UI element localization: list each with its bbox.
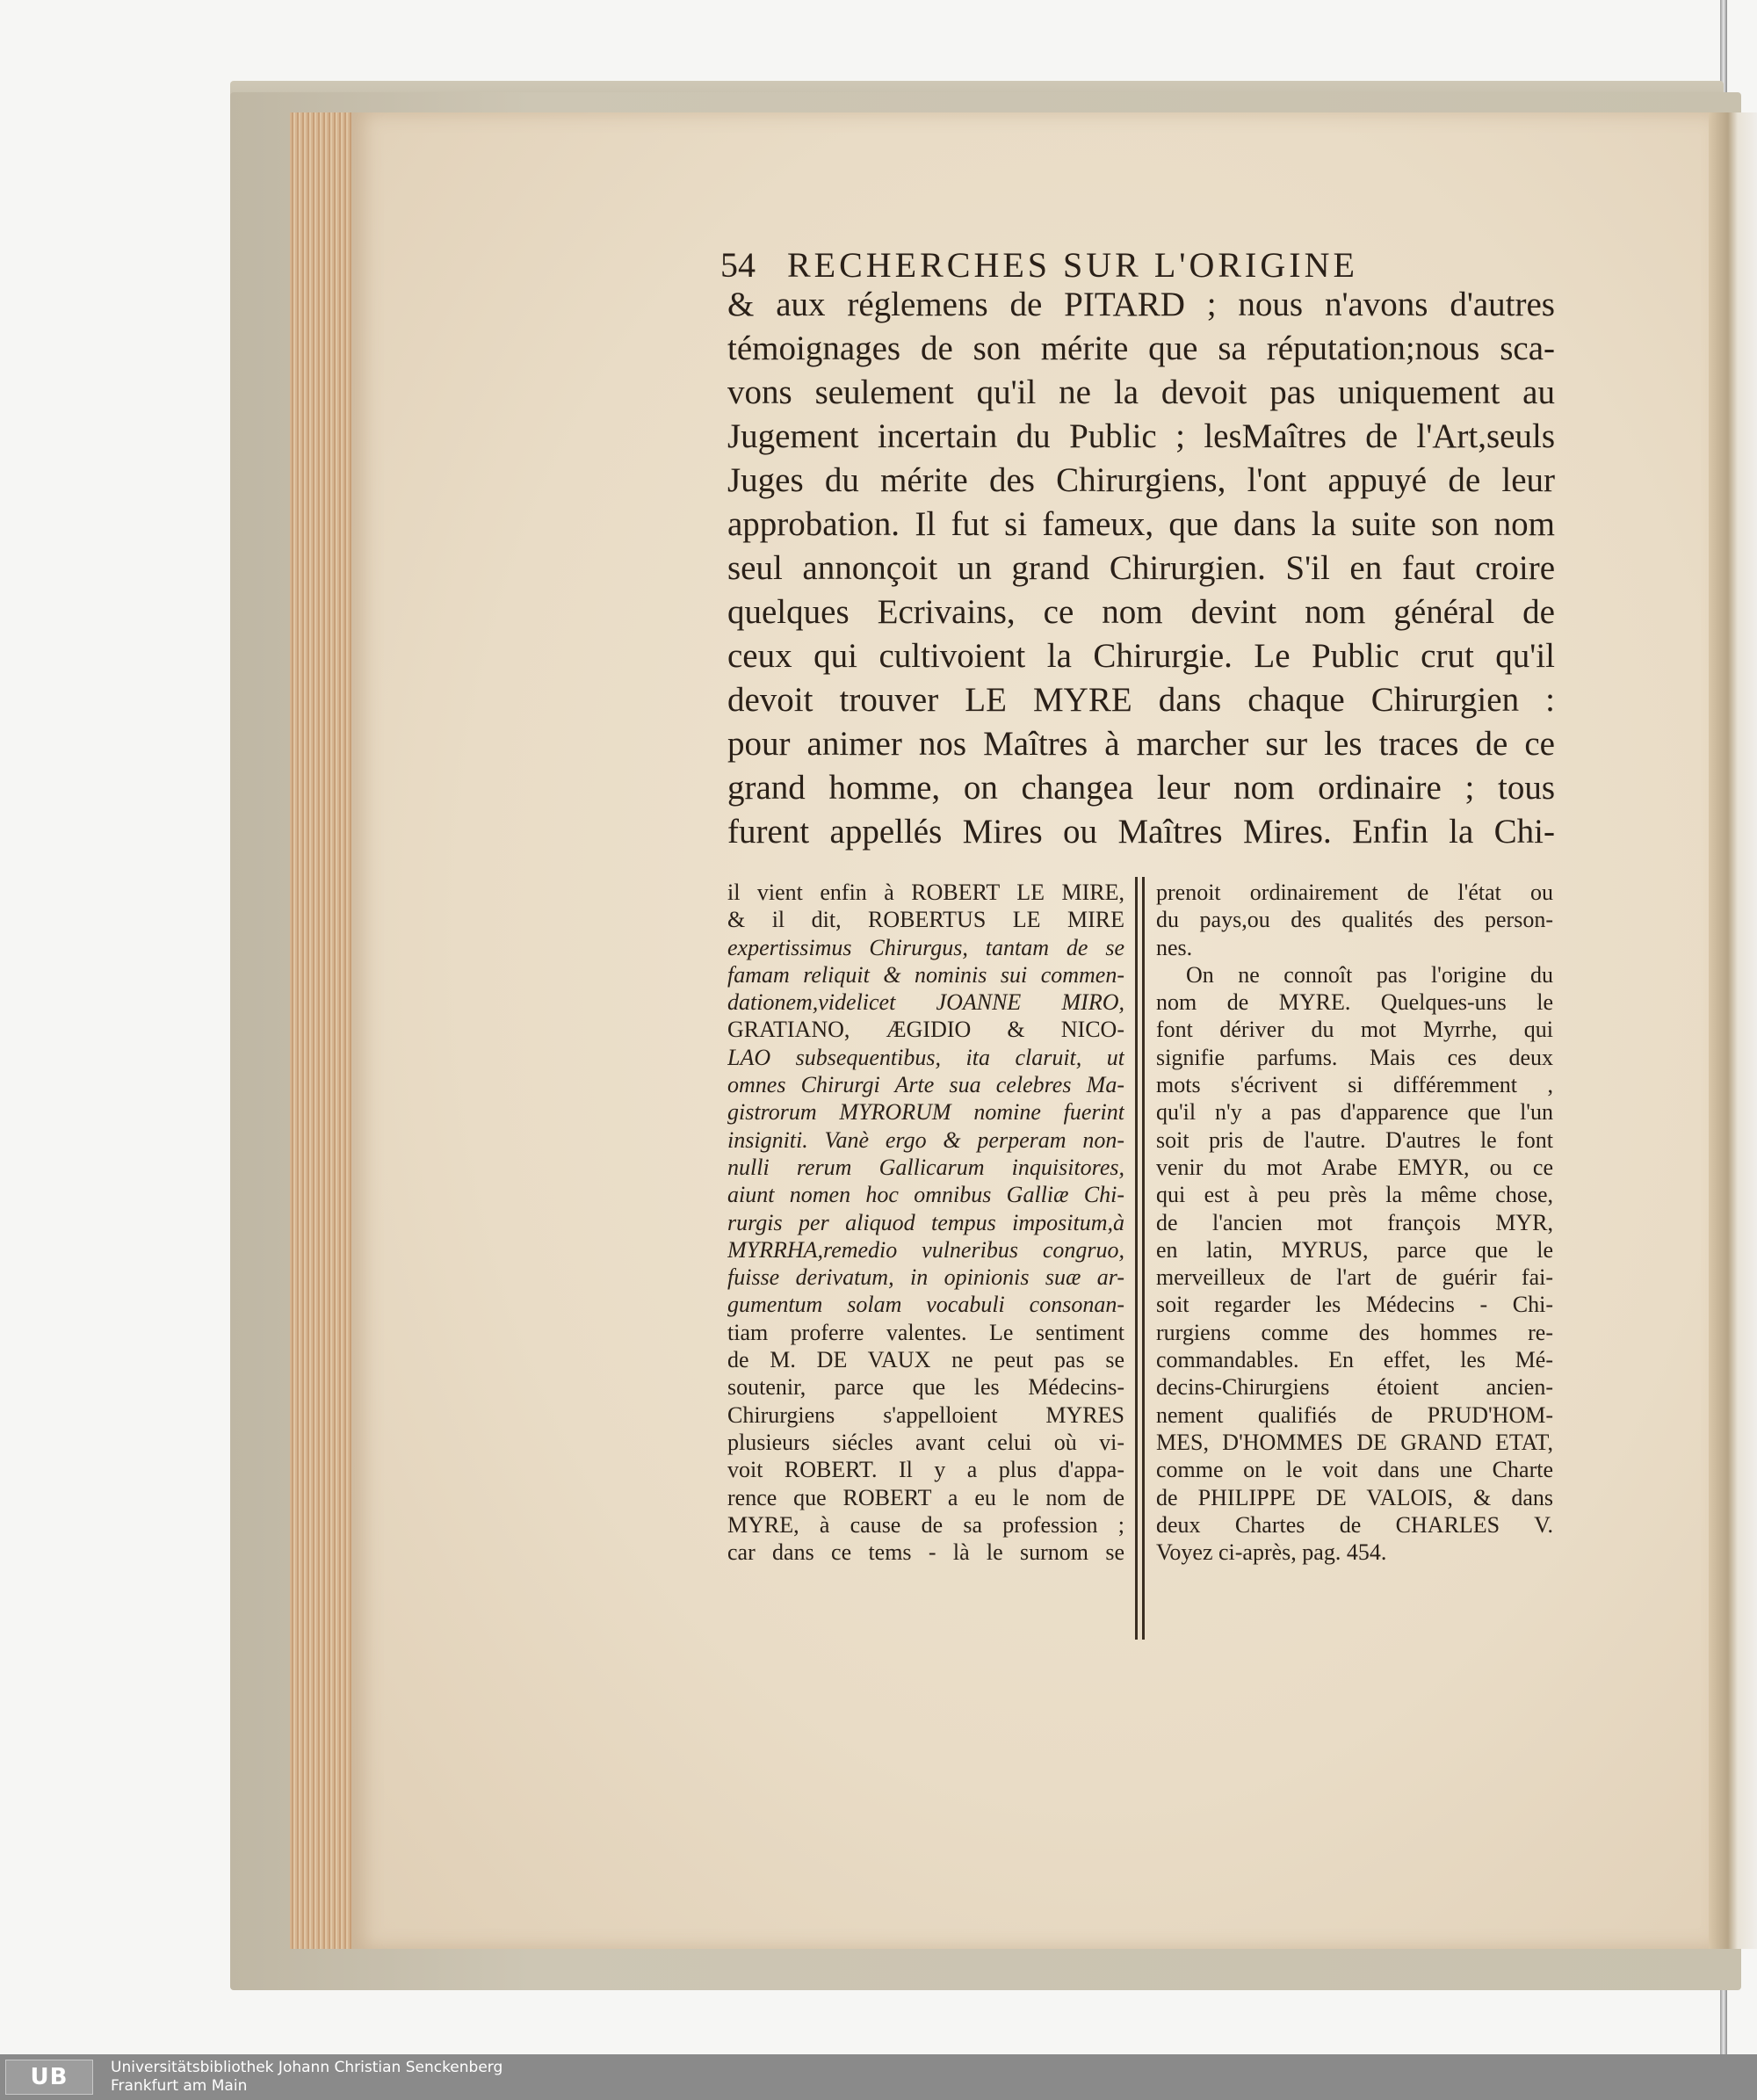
main-text-line: Juges du mérite des Chirurgiens, l'ont appuyé de leur: [727, 461, 1555, 499]
footnote-line: plusieurs siécles avant celui où vi-: [727, 1429, 1124, 1455]
footnote-line: On ne connoît pas l'origine du: [1186, 961, 1553, 988]
footnote-line: en latin, MYRUS, parce que le: [1156, 1236, 1553, 1263]
page-edges: [290, 112, 360, 1949]
footnote-right-column: [1156, 879, 1553, 1566]
footnote-line: font dériver du mot Myrrhe, qui: [1156, 1017, 1553, 1043]
footnote-line: signifie parfums. Mais ces deux: [1156, 1044, 1553, 1070]
book-spine: [1709, 112, 1757, 1949]
main-text-line: quelques Ecrivains, ce nom devint nom général de: [727, 593, 1555, 631]
ub-logo[interactable]: UB: [5, 2060, 93, 2095]
main-text-line: grand homme, on changea leur nom ordinaire ; tous: [727, 769, 1555, 807]
footnote-line: omnes Chirurgi Arte sua celebres Ma-: [727, 1072, 1124, 1098]
footnote-line: soutenir, parce que les Médecins-: [727, 1374, 1124, 1401]
main-text-line: devoit trouver LE MYRE dans chaque Chirurgien :: [727, 681, 1555, 719]
main-text-line: & aux réglemens de PITARD ; nous n'avons d'autres: [727, 286, 1555, 323]
footnote-line: rurgiens comme des hommes re-: [1156, 1319, 1553, 1345]
main-text-line: Jugement incertain du Public ; lesMaîtres de l'Art,seuls: [727, 417, 1555, 455]
main-text-line: vons seulement qu'il ne la devoit pas uniquement au: [727, 373, 1555, 411]
footnote-line: aiunt nomen hoc omnibus Galliæ Chi-: [727, 1182, 1124, 1208]
main-text-line: furent appellés Mires ou Maîtres Mires. Enfin la Chi-: [727, 813, 1555, 851]
column-rule: [1135, 877, 1138, 1640]
main-text-line: ceux qui cultivoient la Chirurgie. Le Public crut qu'il: [727, 637, 1555, 675]
footnote-line: de PHILIPPE DE VALOIS, & dans: [1156, 1484, 1553, 1510]
footnote-line: famam reliquit & nominis sui commen-: [727, 961, 1124, 988]
footnote-line: soit regarder les Médecins - Chi-: [1156, 1292, 1553, 1318]
footnote-line: nement qualifiés de PRUD'HOM-: [1156, 1401, 1553, 1428]
column-rule: [1142, 877, 1145, 1640]
footnote-line: fuisse derivatum, in opinionis suæ ar-: [727, 1264, 1124, 1291]
footnote-line: Voyez ci-après, pag. 454.: [1156, 1539, 1387, 1566]
footnote-line: rurgis per aliquod tempus impositum,à: [727, 1209, 1124, 1235]
footnote-line: de M. DE VAUX ne peut pas se: [727, 1347, 1124, 1373]
footnote-line: MYRE, à cause de sa profession ;: [727, 1511, 1124, 1538]
footnote-line: nulli rerum Gallicarum inquisitores,: [727, 1154, 1124, 1180]
footnote-line: de l'ancien mot françois MYR,: [1156, 1209, 1553, 1235]
library-name: [111, 2059, 503, 2096]
footnote-line: GRATIANO, ÆGIDIO & NICO-: [727, 1017, 1124, 1043]
footnote-line: gumentum solam vocabuli consonan-: [727, 1292, 1124, 1318]
footnote-line: expertissimus Chirurgus, tantam de se: [727, 934, 1124, 960]
footnote-line: Chirurgiens s'appelloient MYRES: [727, 1401, 1124, 1428]
footnote-line: dationem,videlicet JOANNE MIRO,: [727, 989, 1124, 1016]
footnote-line: il vient enfin à ROBERT LE MIRE,: [727, 880, 1124, 905]
page-number: 54: [720, 245, 756, 285]
footnote-line: venir du mot Arabe EMYR, ou ce: [1156, 1154, 1553, 1180]
footnote-line: MES, D'HOMMES DE GRAND ETAT,: [1156, 1429, 1553, 1455]
footnote-line: MYRRHA,remedio vulneribus congruo,: [727, 1236, 1124, 1263]
footnote-line: mots s'écrivent si différemment ,: [1156, 1072, 1553, 1098]
footnote-line: merveilleux de l'art de guérir fai-: [1156, 1264, 1553, 1291]
main-text-line: témoignages de son mérite que sa réputation;nous sca-: [727, 329, 1555, 367]
footnote-line: LAO subsequentibus, ita claruit, ut: [727, 1044, 1124, 1070]
footnote-line: decins-Chirurgiens étoient ancien-: [1156, 1374, 1553, 1401]
footnote-line: du pays,ou des qualités des person-: [1156, 907, 1553, 933]
footnote-line: rence que ROBERT a eu le nom de: [727, 1484, 1124, 1510]
footnote-line: qui est à peu près la même chose,: [1156, 1182, 1553, 1208]
main-text-line: approbation. Il fut si fameux, que dans la suite son nom: [727, 505, 1555, 543]
footnote-left-column: [727, 879, 1124, 1566]
main-text-line: seul annonçoit un grand Chirurgien. S'il en faut croire: [727, 549, 1555, 587]
main-text-line: pour animer nos Maîtres à marcher sur les traces de ce: [727, 725, 1555, 763]
footnote-line: tiam proferre valentes. Le sentiment: [727, 1319, 1124, 1345]
footnote-line: prenoit ordinairement de l'état ou: [1156, 880, 1553, 905]
library-name-line2: Frankfurt am Main: [111, 2077, 248, 2095]
footnote-line: & il dit, ROBERTUS LE MIRE: [727, 907, 1124, 933]
footnote-line: qu'il n'y a pas d'apparence que l'un: [1156, 1099, 1553, 1126]
footnote-line: commandables. En effet, les Mé-: [1156, 1347, 1553, 1373]
footnote-line: gistrorum MYRORUM nomine fuerint: [727, 1099, 1124, 1126]
library-footer-bar: [0, 2054, 1757, 2100]
footnote-line: voit ROBERT. Il y a plus d'appa-: [727, 1457, 1124, 1483]
footnote-line: car dans ce tems - là le surnom se: [727, 1539, 1124, 1566]
running-header: [720, 244, 1467, 286]
footnote-line: deux Chartes de CHARLES V.: [1156, 1511, 1553, 1538]
library-name-line1: Universitätsbibliothek Johann Christian Senckenberg: [111, 2059, 503, 2076]
footnote-line: comme on le voit dans une Charte: [1156, 1457, 1553, 1483]
footnote-line: nes.: [1156, 934, 1193, 960]
footnote-line: insigniti. Vanè ergo & perperam non-: [727, 1126, 1124, 1153]
footnote-line: nom de MYRE. Quelques-uns le: [1156, 989, 1553, 1016]
footnote-line: soit pris de l'autre. D'autres le font: [1156, 1126, 1553, 1153]
main-text-block: [727, 283, 1555, 854]
running-title: RECHERCHES SUR L'ORIGINE: [787, 245, 1358, 285]
